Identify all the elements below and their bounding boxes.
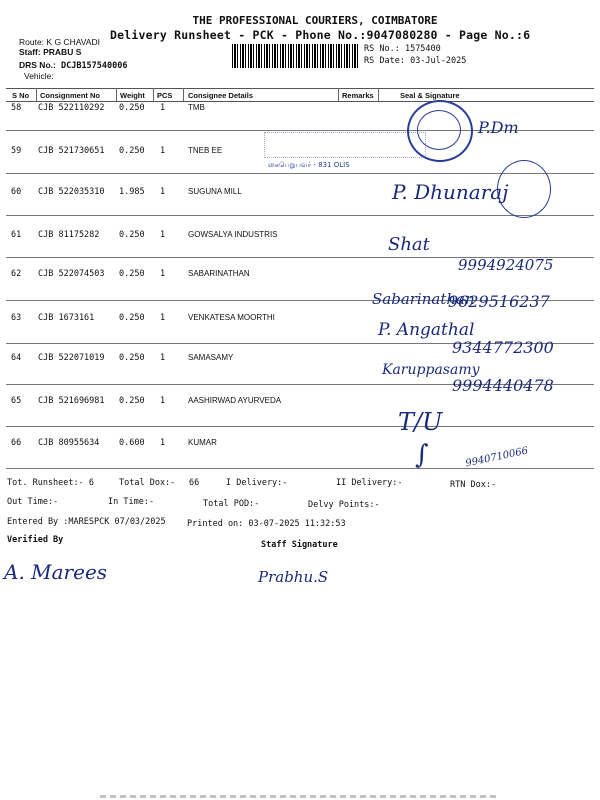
route-value: K G CHAVADI xyxy=(46,37,100,47)
drs-label: DRS No.: xyxy=(19,60,56,70)
cell-consignee: GOWSALYA INDUSTRIS xyxy=(188,230,278,239)
name-row-64: Karuppasamy xyxy=(382,362,480,378)
cell-weight: 1.985 xyxy=(119,187,145,197)
cell-pcs: 1 xyxy=(160,353,166,363)
cell-pcs: 1 xyxy=(160,396,166,406)
table-header-rule xyxy=(6,101,594,102)
cell-consignee: SUGUNA MILL xyxy=(188,187,242,196)
cell-consignee: AASHIRWAD AYURVEDA xyxy=(188,396,282,405)
cell-pcs: 1 xyxy=(160,146,166,156)
cell-sno: 63 xyxy=(11,313,22,323)
staff-value: PRABU S xyxy=(43,47,82,57)
cell-weight: 0.250 xyxy=(119,269,145,279)
name-row-62: Sabarinathan xyxy=(372,290,475,308)
cell-weight: 0.250 xyxy=(119,103,145,113)
row-divider xyxy=(6,468,594,469)
signature-row-66-mark: ∫ xyxy=(415,440,429,470)
rtn-dox: RTN Dox:- xyxy=(450,480,497,490)
cell-consignee: TNEB EE xyxy=(188,146,223,155)
drs-line xyxy=(19,60,128,71)
i-delivery: I Delivery:- xyxy=(226,478,288,488)
handwriting-row-65: T/U xyxy=(398,408,443,436)
staff-handwritten-signature: Prabhu.S xyxy=(258,568,329,586)
drs-value: DCJB157540006 xyxy=(60,61,128,71)
row-divider xyxy=(6,215,594,216)
signature-row-58: P.Dm xyxy=(478,118,519,137)
cell-consignment: CJB 521730651 xyxy=(38,146,105,156)
verified-by: Verified By xyxy=(7,535,64,545)
phone-row-62: 9629516237 xyxy=(448,292,550,311)
col-consignment: Consignment No xyxy=(40,91,100,100)
staff-line xyxy=(19,47,81,57)
route-line xyxy=(19,37,100,47)
runsheet-title: Delivery Runsheet - PCK - Phone No.:9047080280 - Page No.:6 xyxy=(110,28,531,42)
cell-weight: 0.250 xyxy=(119,396,145,406)
delvy-points: Delvy Points:- xyxy=(308,500,380,510)
barcode xyxy=(232,44,358,68)
rs-no-value: 1575400 xyxy=(404,44,441,54)
cell-consignment: CJB 81175282 xyxy=(38,230,100,240)
cell-sno: 61 xyxy=(11,230,22,240)
phone-row-66: 9940710066 xyxy=(464,445,530,470)
cell-consignee: SAMASAMY xyxy=(188,353,234,362)
rectangular-stamp xyxy=(264,132,426,158)
cell-pcs: 1 xyxy=(160,269,166,279)
cell-consignment: CJB 522110292 xyxy=(38,103,105,113)
rs-date-label: RS Date: xyxy=(364,56,405,66)
phone-row-64: 9994440478 xyxy=(452,376,554,395)
page-edge-mark xyxy=(100,795,500,798)
cell-sno: 65 xyxy=(11,396,22,406)
total-dox-label: Total Dox:- xyxy=(119,478,176,488)
cell-pcs: 1 xyxy=(160,187,166,197)
cell-weight: 0.250 xyxy=(119,230,145,240)
col-pcs: PCS xyxy=(157,91,173,100)
printed-on: Printed on: 03-07-2025 11:32:53 xyxy=(187,519,346,529)
cell-consignment: CJB 522035310 xyxy=(38,187,105,197)
total-dox-value: 66 xyxy=(189,478,200,488)
rs-date-value: 03-Jul-2025 xyxy=(410,56,467,66)
stamp-text: கைபெறுபவர் - 831 OLIS xyxy=(268,161,350,169)
phone-row-61: 9994924075 xyxy=(458,256,554,274)
col-seal-signature: Seal & Signature xyxy=(400,91,460,100)
route-label: Route: xyxy=(19,37,45,47)
cell-weight: 0.250 xyxy=(119,146,145,156)
cell-sno: 64 xyxy=(11,353,22,363)
rs-no-label: RS No.: xyxy=(364,44,400,54)
cell-pcs: 1 xyxy=(160,230,166,240)
cell-pcs: 1 xyxy=(160,438,166,448)
cell-sno: 62 xyxy=(11,269,22,279)
out-time: Out Time:- xyxy=(7,497,59,507)
row-divider xyxy=(6,426,594,427)
cell-consignee: TMB xyxy=(188,103,205,112)
staff-label: Staff: xyxy=(19,47,41,57)
cell-pcs: 1 xyxy=(160,313,166,323)
cell-weight: 0.250 xyxy=(119,353,145,363)
rs-date-line xyxy=(364,56,466,66)
cell-consignee: KUMAR xyxy=(188,438,217,447)
cell-consignment: CJB 80955634 xyxy=(38,438,100,448)
ii-delivery: II Delivery:- xyxy=(336,478,403,488)
cell-consignee: VENKATESA MOORTHI xyxy=(188,313,275,322)
cell-pcs: 1 xyxy=(160,103,166,113)
cell-consignee: SABARINATHAN xyxy=(188,269,250,278)
phone-row-63: 9344772300 xyxy=(452,338,554,357)
name-row-63: P. Angathal xyxy=(378,320,475,340)
cell-weight: 0.600 xyxy=(119,438,145,448)
cell-sno: 66 xyxy=(11,438,22,448)
signature-row-60: P. Dhunaraj xyxy=(392,180,509,204)
signature-row-61: Shat xyxy=(388,234,430,255)
col-weight: Weight xyxy=(120,91,145,100)
col-remarks: Remarks xyxy=(342,91,374,100)
verified-signature: A. Marees xyxy=(4,560,108,584)
rs-no-line xyxy=(364,44,441,54)
cell-sno: 59 xyxy=(11,146,22,156)
staff-signature-label: Staff Signature xyxy=(261,540,338,550)
in-time: In Time:- xyxy=(108,497,155,507)
cell-consignment: CJB 1673161 xyxy=(38,313,95,323)
entered-by: Entered By :MARESPCK 07/03/2025 xyxy=(7,517,166,527)
col-sno: S No xyxy=(12,91,30,100)
total-pod: Total POD:- xyxy=(203,499,260,509)
cell-sno: 58 xyxy=(11,103,22,113)
tot-runsheet: Tot. Runsheet:- 6 xyxy=(7,478,94,488)
col-consignee: Consignee Details xyxy=(188,91,254,100)
cell-consignment: CJB 522071019 xyxy=(38,353,105,363)
cell-sno: 60 xyxy=(11,187,22,197)
cell-weight: 0.250 xyxy=(119,313,145,323)
table-top-rule xyxy=(6,88,594,89)
cell-consignment: CJB 521696981 xyxy=(38,396,105,406)
cell-consignment: CJB 522074503 xyxy=(38,269,105,279)
company-title: THE PROFESSIONAL COURIERS, COIMBATORE xyxy=(192,14,438,27)
vehicle-label: Vehicle: xyxy=(24,71,54,81)
